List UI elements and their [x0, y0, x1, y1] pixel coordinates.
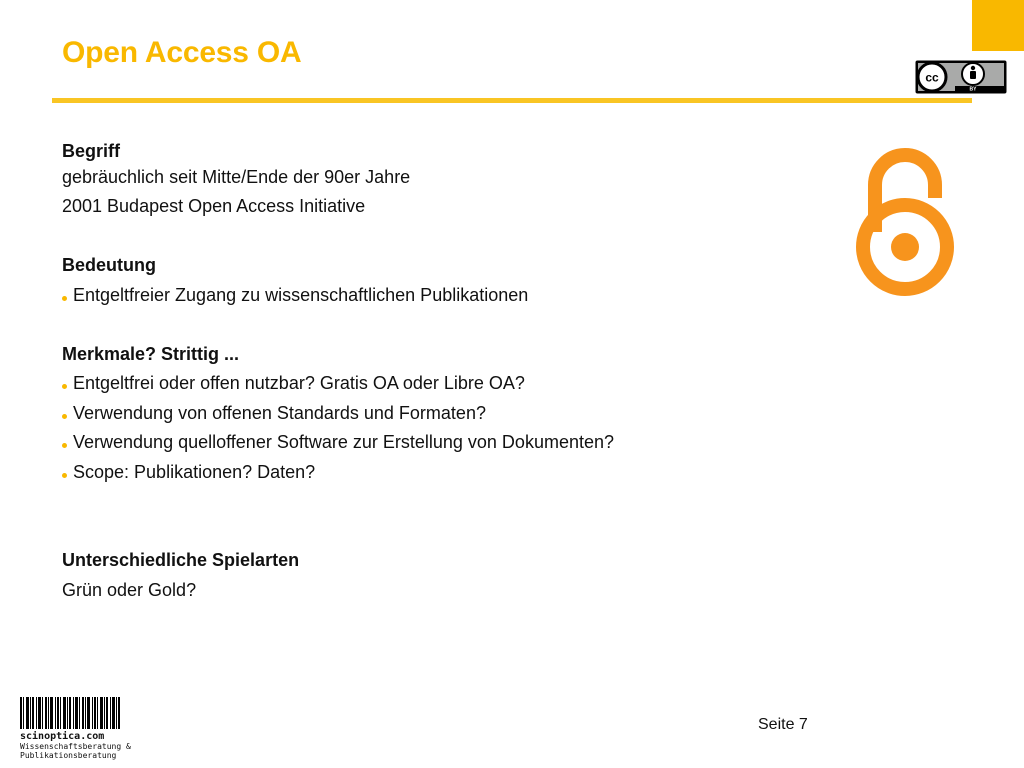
begriff-line: 2001 Budapest Open Access Initiative: [62, 196, 366, 216]
title-divider: [52, 98, 972, 103]
spielarten-line: Grün oder Gold?: [62, 579, 197, 600]
bullet-item: Verwendung quelloffener Software zur Erstellung von Dokumenten?: [62, 428, 822, 458]
cc-by-icon: [915, 60, 1007, 94]
heading-begriff: Begriff: [62, 141, 120, 161]
heading-merkmale: Merkmale? Strittig ...: [62, 343, 240, 364]
slide-title: Open Access OA: [62, 36, 302, 69]
heading-spielarten: Unterschiedliche Spielarten: [62, 550, 300, 570]
bullet-item: Verwendung von offenen Standards und Formaten?: [62, 399, 822, 429]
svg-text:cc: cc: [925, 70, 939, 85]
barcode-logo-icon: [20, 697, 120, 729]
brand-name: scinoptica.com: [20, 731, 105, 742]
corner-accent-block: [972, 0, 1024, 51]
brand-tagline: Wissenschaftsberatung &: [20, 742, 131, 751]
brand-tagline: Publikationsberatung: [20, 751, 117, 760]
begriff-line: gebräuchlich seit Mitte/Ende der 90er Jahre: [62, 166, 411, 187]
slide-content: [62, 137, 822, 605]
bullet-item: Entgeltfrei oder offen nutzbar? Gratis OA oder Libre OA?: [62, 369, 822, 399]
cc-by-label: BY: [969, 86, 977, 93]
bullet-item: Entgeltfreier Zugang zu wissenschaftlichen Publikationen: [62, 281, 822, 311]
bullet-item: Scope: Publikationen? Daten?: [62, 458, 822, 488]
brand-block: [20, 697, 135, 760]
heading-bedeutung: Bedeutung: [62, 255, 156, 275]
open-access-lock-icon: [853, 140, 957, 300]
page-number: Seite 7: [758, 716, 808, 733]
